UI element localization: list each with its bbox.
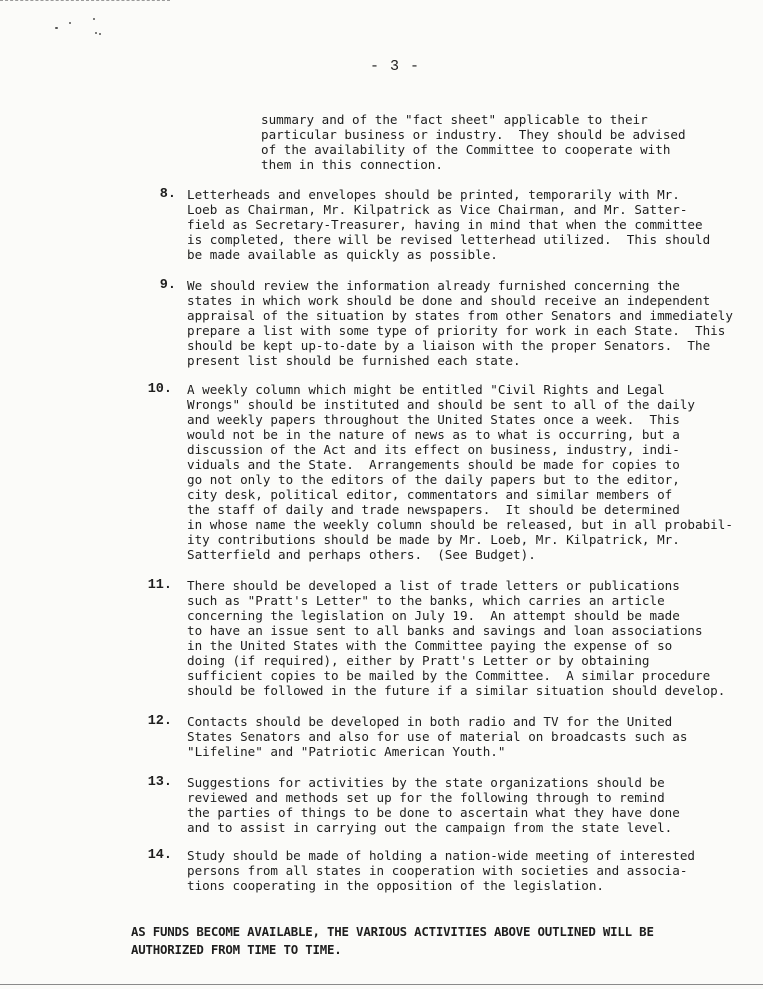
bottom-rule	[0, 984, 763, 985]
item-number: 11.	[147, 578, 172, 593]
item-number: 12.	[147, 714, 172, 729]
item-number: 8.	[159, 187, 176, 202]
item-text: Contacts should be developed in both radio and TV for the United States Senators and also for use of material on broadcasts such as "Lifeline" and "Patriotic American Youth."	[187, 714, 688, 759]
item-number: 13.	[147, 775, 172, 790]
item-number: 10.	[147, 382, 172, 397]
item-number: 9.	[159, 278, 176, 293]
item-text: We should review the information already furnished concerning the states in which work should be done and should receive an independent appraisal of the situation by states from other Senators and immediately prepare a list with some type of priority for work in each State. This should be kept up-to-date by a liaison with the proper Senators. The present list should be furnished each state.	[187, 278, 733, 368]
item-text: Letterheads and envelopes should be printed, temporarily with Mr. Loeb as Chairman, Mr. Kilpatrick as Vice Chairman, and Mr. Satter- field as Secretary-Treasurer, having in mind that when the committee is completed, there will be revised letterhead utilized. This should be made available as quickly as possible.	[187, 187, 711, 262]
page-number: - 3 -	[370, 58, 421, 75]
item-text: There should be developed a list of trade letters or publications such as "Pratt's Letter" to the banks, which carries an article concerning the legislation on July 19. An attempt should be made to have an issue sent to all banks and savings and loan associations in the United States with the Committee paying the expense of so doing (if required), either by Pratt's Letter or by obtaining sufficient copies to be mailed by the Committee. A similar procedure should be followed in the future if a similar situation should develop.	[187, 578, 726, 698]
item-text: Study should be made of holding a nation-wide meeting of interested persons from all states in cooperation with societies and associa- tions cooperating in the opposition of the legislation.	[187, 848, 695, 893]
item-text: Suggestions for activities by the state organizations should be reviewed and methods set up for the following through to remind the parties of things to be done to ascertain what they have done and to assist in carrying out the campaign from the state level.	[187, 775, 680, 835]
item-text: A weekly column which might be entitled "Civil Rights and Legal Wrongs" should be instituted and should be sent to all of the daily and weekly papers throughout the United States once a week. This would not be in the nature of news as to what is occurring, but a discussion of the Act and its effect on business, industry, indi- viduals and the State. Arrangements should be made for copies to go not only to the editors of the daily papers but to the editor, city desk, political editor, commentators and similar members of the staff of daily and trade newspapers. It should be determined in whose name the weekly column should be released, but in all probabil- ity contributions should be made by Mr. Loeb, Mr. Kilpatrick, Mr. Satterfield and perhaps others. (See Budget).	[187, 382, 733, 562]
intro-paragraph: summary and of the "fact sheet" applicable to their particular business or industry. They should be advised of the availability of the Committee to cooperate with them in this connection.	[261, 112, 686, 172]
scan-specks	[55, 18, 115, 42]
closing-statement: AS FUNDS BECOME AVAILABLE, THE VARIOUS ACTIVITIES ABOVE OUTLINED WILL BE AUTHORIZED FROM TIME TO TIME.	[131, 924, 654, 957]
item-number: 14.	[147, 848, 172, 863]
top-scan-dashes	[0, 0, 170, 3]
